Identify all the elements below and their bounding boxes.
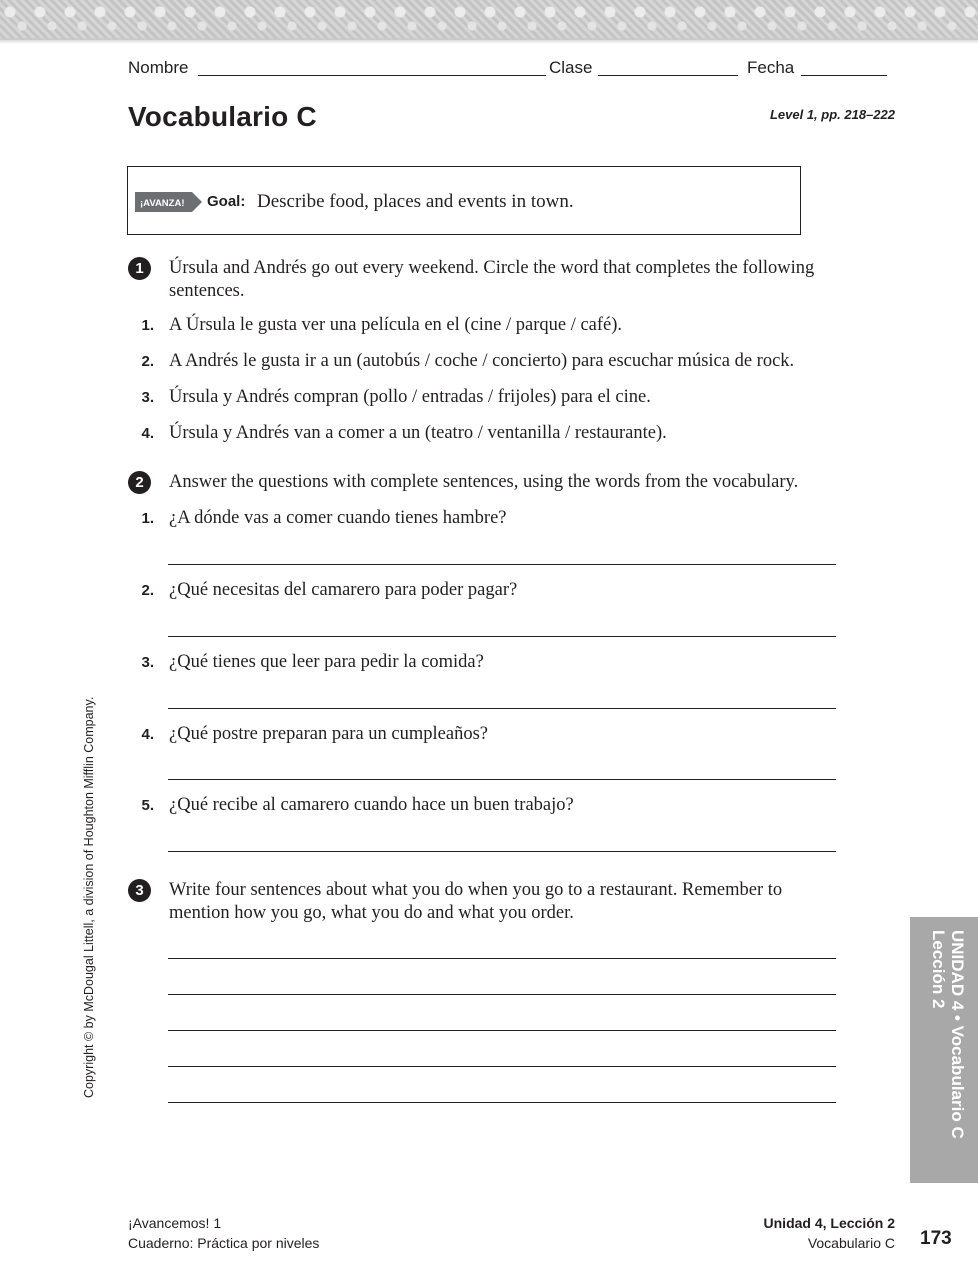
section-2-item-number: 5. xyxy=(141,797,154,814)
section-3-writing-line[interactable] xyxy=(168,994,836,995)
section-1-item-text[interactable]: Úrsula y Andrés van a comer a un (teatro / ventanilla / restaurante). xyxy=(169,423,667,443)
side-tab-lesson: Lección 2 xyxy=(929,930,948,1009)
decorative-header-band xyxy=(0,0,978,40)
section-2-question: ¿Qué tienes que leer para pedir la comida? xyxy=(169,652,484,672)
section-2-answer-line[interactable] xyxy=(168,564,836,565)
goal-text: Describe food, places and events in town. xyxy=(257,191,574,212)
nombre-field-line[interactable] xyxy=(198,75,546,76)
section-1-item-number: 2. xyxy=(141,353,154,370)
student-info-row xyxy=(128,56,888,80)
footer-section-name: Vocabulario C xyxy=(807,1235,895,1251)
section-2-answer-line[interactable] xyxy=(168,708,836,709)
footer-unit-lesson: Unidad 4, Lección 2 xyxy=(763,1215,895,1231)
section-1-item-number: 3. xyxy=(141,389,154,406)
section-1-item-text[interactable]: Úrsula y Andrés compran (pollo / entradas / frijoles) para el cine. xyxy=(169,387,651,407)
section-1-item-number: 4. xyxy=(141,425,154,442)
section-3-writing-line[interactable] xyxy=(168,1030,836,1031)
section-2-number-badge: 2 xyxy=(128,471,151,494)
section-3-writing-line[interactable] xyxy=(168,1102,836,1103)
avanza-badge-text: ¡AVANZA! xyxy=(140,198,185,209)
section-2-answer-line[interactable] xyxy=(168,636,836,637)
clase-field-line[interactable] xyxy=(598,75,738,76)
page-number: 173 xyxy=(920,1228,952,1249)
section-1-number-badge: 1 xyxy=(128,257,151,280)
footer-lesson-info xyxy=(764,1213,895,1253)
page-title: Vocabulario C xyxy=(128,101,317,132)
footer-book-title: ¡Avancemos! 1 xyxy=(128,1215,222,1231)
nombre-label: Nombre xyxy=(128,58,189,77)
section-2-question: ¿A dónde vas a comer cuando tienes hambre? xyxy=(169,508,507,528)
goal-label: Goal: xyxy=(207,193,246,210)
section-3-writing-line[interactable] xyxy=(168,958,836,959)
section-1-item-text[interactable]: A Andrés le gusta ir a un (autobús / coche / concierto) para escuchar música de rock. xyxy=(169,351,795,371)
footer-book-info xyxy=(128,1213,319,1253)
goal-box xyxy=(127,166,801,235)
level-reference: Level 1, pp. 218–222 xyxy=(769,107,895,122)
footer-workbook-title: Cuaderno: Práctica por niveles xyxy=(128,1235,320,1251)
copyright-notice: Copyright © by McDougal Littell, a division of Houghton Mifflin Company. xyxy=(82,696,96,1098)
section-3-instructions: Write four sentences about what you do when you go to a restaurant. Remember to mention how you go, what you do and what you order. xyxy=(169,880,783,923)
section-3-writing-line[interactable] xyxy=(168,1066,836,1067)
clase-label: Clase xyxy=(549,58,593,77)
section-2-question: ¿Qué recibe al camarero cuando hace un buen trabajo? xyxy=(169,795,574,815)
section-2-item-number: 3. xyxy=(141,654,154,671)
unit-side-tab xyxy=(910,917,978,1183)
section-2-answer-line[interactable] xyxy=(168,779,836,780)
fecha-field-line[interactable] xyxy=(801,75,887,76)
section-2-item-number: 1. xyxy=(141,510,154,527)
side-tab-unit-title: UNIDAD 4 • Vocabulario C xyxy=(948,930,967,1139)
avanza-arrow-icon xyxy=(135,192,202,212)
section-2-question: ¿Qué postre preparan para un cumpleaños? xyxy=(169,724,488,744)
fecha-label: Fecha xyxy=(747,58,795,77)
section-1-item-text[interactable]: A Úrsula le gusta ver una película en el (cine / parque / café). xyxy=(169,315,623,335)
section-2-question: ¿Qué necesitas del camarero para poder pagar? xyxy=(169,580,518,600)
section-1-instructions: Úrsula and Andrés go out every weekend. Circle the word that completes the following sentences. xyxy=(169,258,815,301)
section-2-item-number: 2. xyxy=(141,582,154,599)
section-1-item-number: 1. xyxy=(141,317,154,334)
section-2-answer-line[interactable] xyxy=(168,851,836,852)
section-3-number-badge: 3 xyxy=(128,879,151,902)
section-2-item-number: 4. xyxy=(141,726,154,743)
section-2-instructions: Answer the questions with complete sentences, using the words from the vocabulary. xyxy=(169,472,799,492)
